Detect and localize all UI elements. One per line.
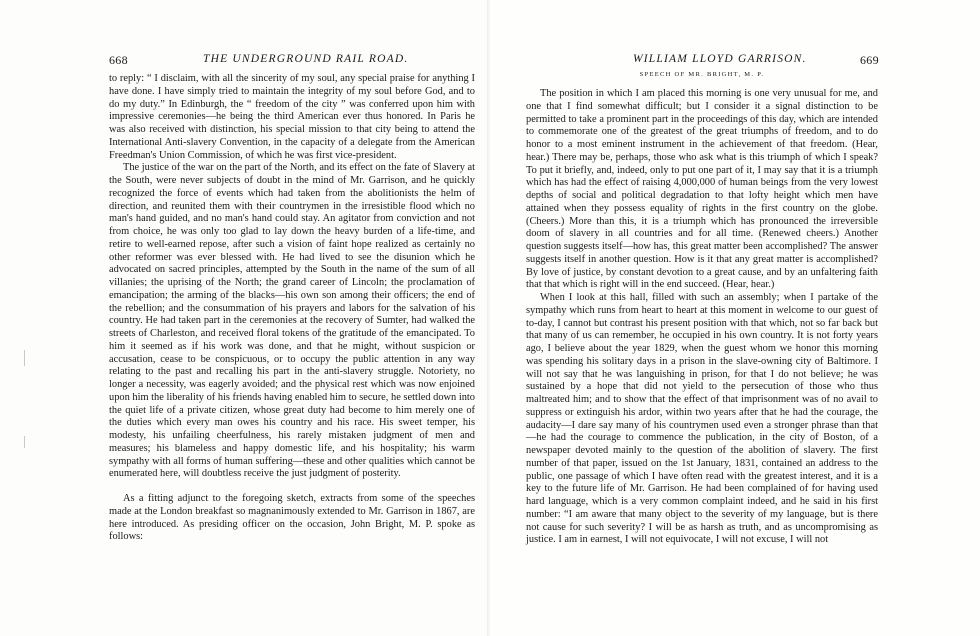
scan-margin-mark [24, 350, 25, 366]
left-text-column [109, 73, 475, 544]
left-running-head: THE UNDERGROUND RAIL ROAD. [203, 53, 409, 65]
paragraph: to reply: “ I disclaim, with all the sincerity of my soul, any special praise for anything I have done. I have simply tried to maintain the integrity of my soul before God, and to do my duty.” In Edinburgh, the “ freedom of the city ” was conferred upon him with impressive ceremonies—he being the third American ever thus honored. In Paris he was also received with distinction, his special mission to that city being to attend the International Anti-slavery Convention, in the capacity of a delegate from the American Freedman's Union Commission, of which he was first vice-president. [109, 73, 475, 161]
paragraph: When I look at this hall, filled with such an assembly; when I partake of the sympathy which runs from heart to heart at this moment in welcome to our guest of to-day, I cannot but contrast his present position with that which, not so far back but that many of us can remember, he occupied in his own country. It is not forty years ago, I believe about the year 1829, when the guest whom we honor this morning was spending his solitary days in a prison in the slave-owning city of Baltimore. I will not say that he was languishing in prison, for that I do not believe; he was sustained by a hope that did not yield to the persecution of those who thus maltreated him; and to show that the effect of that imprisonment was of no avail to suppress or extinguish his ardor, within two years after that he had the courage, the audacity—I dare say many of his countrymen used even a stronger phrase than that—he had the courage to commence the publication, in the city of Boston, of a newspaper devoted mainly to the question of the abolition of slavery. The first number of that paper, issued on the 1st January, 1831, contained an address to the public, one passage of which I have often read with the greatest interest, and it is a key to the future life of Mr. Garrison. He had been complained of for having used hard language, which is a very common complaint indeed, and he said in his first number: “I am aware that many object to the severity of my language, but is there not cause for such severity? I will be as harsh as truth, and as uncompromising as justice. I am in earnest, I will not equivocate, I will not excuse, I will not [526, 292, 878, 546]
paragraph: The position in which I am placed this morning is one very unusual for me, and one that I find somewhat difficult; but I consider it a signal distinction to be permitted to take a prominent part in the proceedings of this day, which are intended to commemorate one of the greatest of the great triumphs of freedom, and to do honor to a most eminent instrument in the achievement of that freedom. (Hear, hear.) There may be, perhaps, those who ask what is this triumph of which I speak? To put it briefly, and, indeed, only to put one part of it, I may say that it is a triumph which has had the effect of raising 4,000,000 of human beings from the very lowest depths of social and political degradation to that lofty height which men have attained when they possess equality of rights in the first country on the globe. (Cheers.) More than this, it is a triumph which has pronounced the irreversible doom of slavery in all countries and for all time. (Renewed cheers.) Another question suggests itself—how has, this great matter been accomplished? The answer suggests itself in another question. How is it that any great matter is accomplished? By love of justice, by constant devotion to a great cause, and by an unfaltering faith that that which is right will in the end succeed. (Hear, hear.) [526, 88, 878, 291]
scan-margin-mark [24, 436, 25, 448]
paragraph: As a fitting adjunct to the foregoing sketch, extracts from some of the speeches made at the London breakfast so magnanimously extended to Mr. Garrison in 1867, are here introduced. As presiding officer on the occasion, John Bright, M. P. spoke as follows: [109, 493, 475, 543]
right-running-head: WILLIAM LLOYD GARRISON. [633, 53, 807, 65]
paragraph: The justice of the war on the part of the North, and its effect on the fate of Slavery at the South, were never subjects of doubt in the mind of Mr. Garrison, and he quickly recognized the force of events which had taken from the abolitionists the helm of direction, and reunited them with their countrymen in the irresistible flood which no man's hand guided, and no man's hand could stay. An agitator from conviction and not from choice, he was only too glad to lay down the heavy burden of a life-time, and retire to well-earned repose, after such a vision of faint hope realized as certainly no other reformer was ever blessed with. He had lived to see the disunion which he advocated on sacred principles, attempted by the South in the name of the sum of all villanies; the uprising of the North; the grand career of Lincoln; the proclamation of emancipation; the arming of the blacks—his own son among their officers; the end of the rebellion; and the consummation of his prayers and labors for the salvation of his country. He had taken part in the ceremonies at the recovery of Sumter, had walked the streets of Charleston, and received floral tokens of the gratitude of the emancipated. To him it seemed as if his work was done, and that he might, without suspicion or accusation, cease to be conspicuous, or to occupy the public attention in any way relating to the past and recalling his part in the anti-slavery struggle. Notoriety, no longer a necessity, was eagerly avoided; and the physical rest which was now enjoined upon him the liberality of his friends having enabled him to secure, he settled down into the quiet life of a private citizen, whose great duty had become to him merely one of the duties which every man owes his country and his race. His sweet temper, his modesty, his unfailing cheerfulness, his rarely mistaken judgment of men and measures; his blameless and happy domestic life, and his hospitality; his warm sympathy with all forms of human suffering—these and other qualities which cannot be enumerated here, will doubtless receive the just judgment of posterity. [109, 162, 475, 480]
speech-heading: SPEECH OF MR. BRIGHT, M. P. [639, 71, 765, 78]
right-page-number: 669 [860, 53, 879, 67]
right-text-column [526, 88, 878, 547]
left-page-number: 668 [109, 53, 128, 67]
